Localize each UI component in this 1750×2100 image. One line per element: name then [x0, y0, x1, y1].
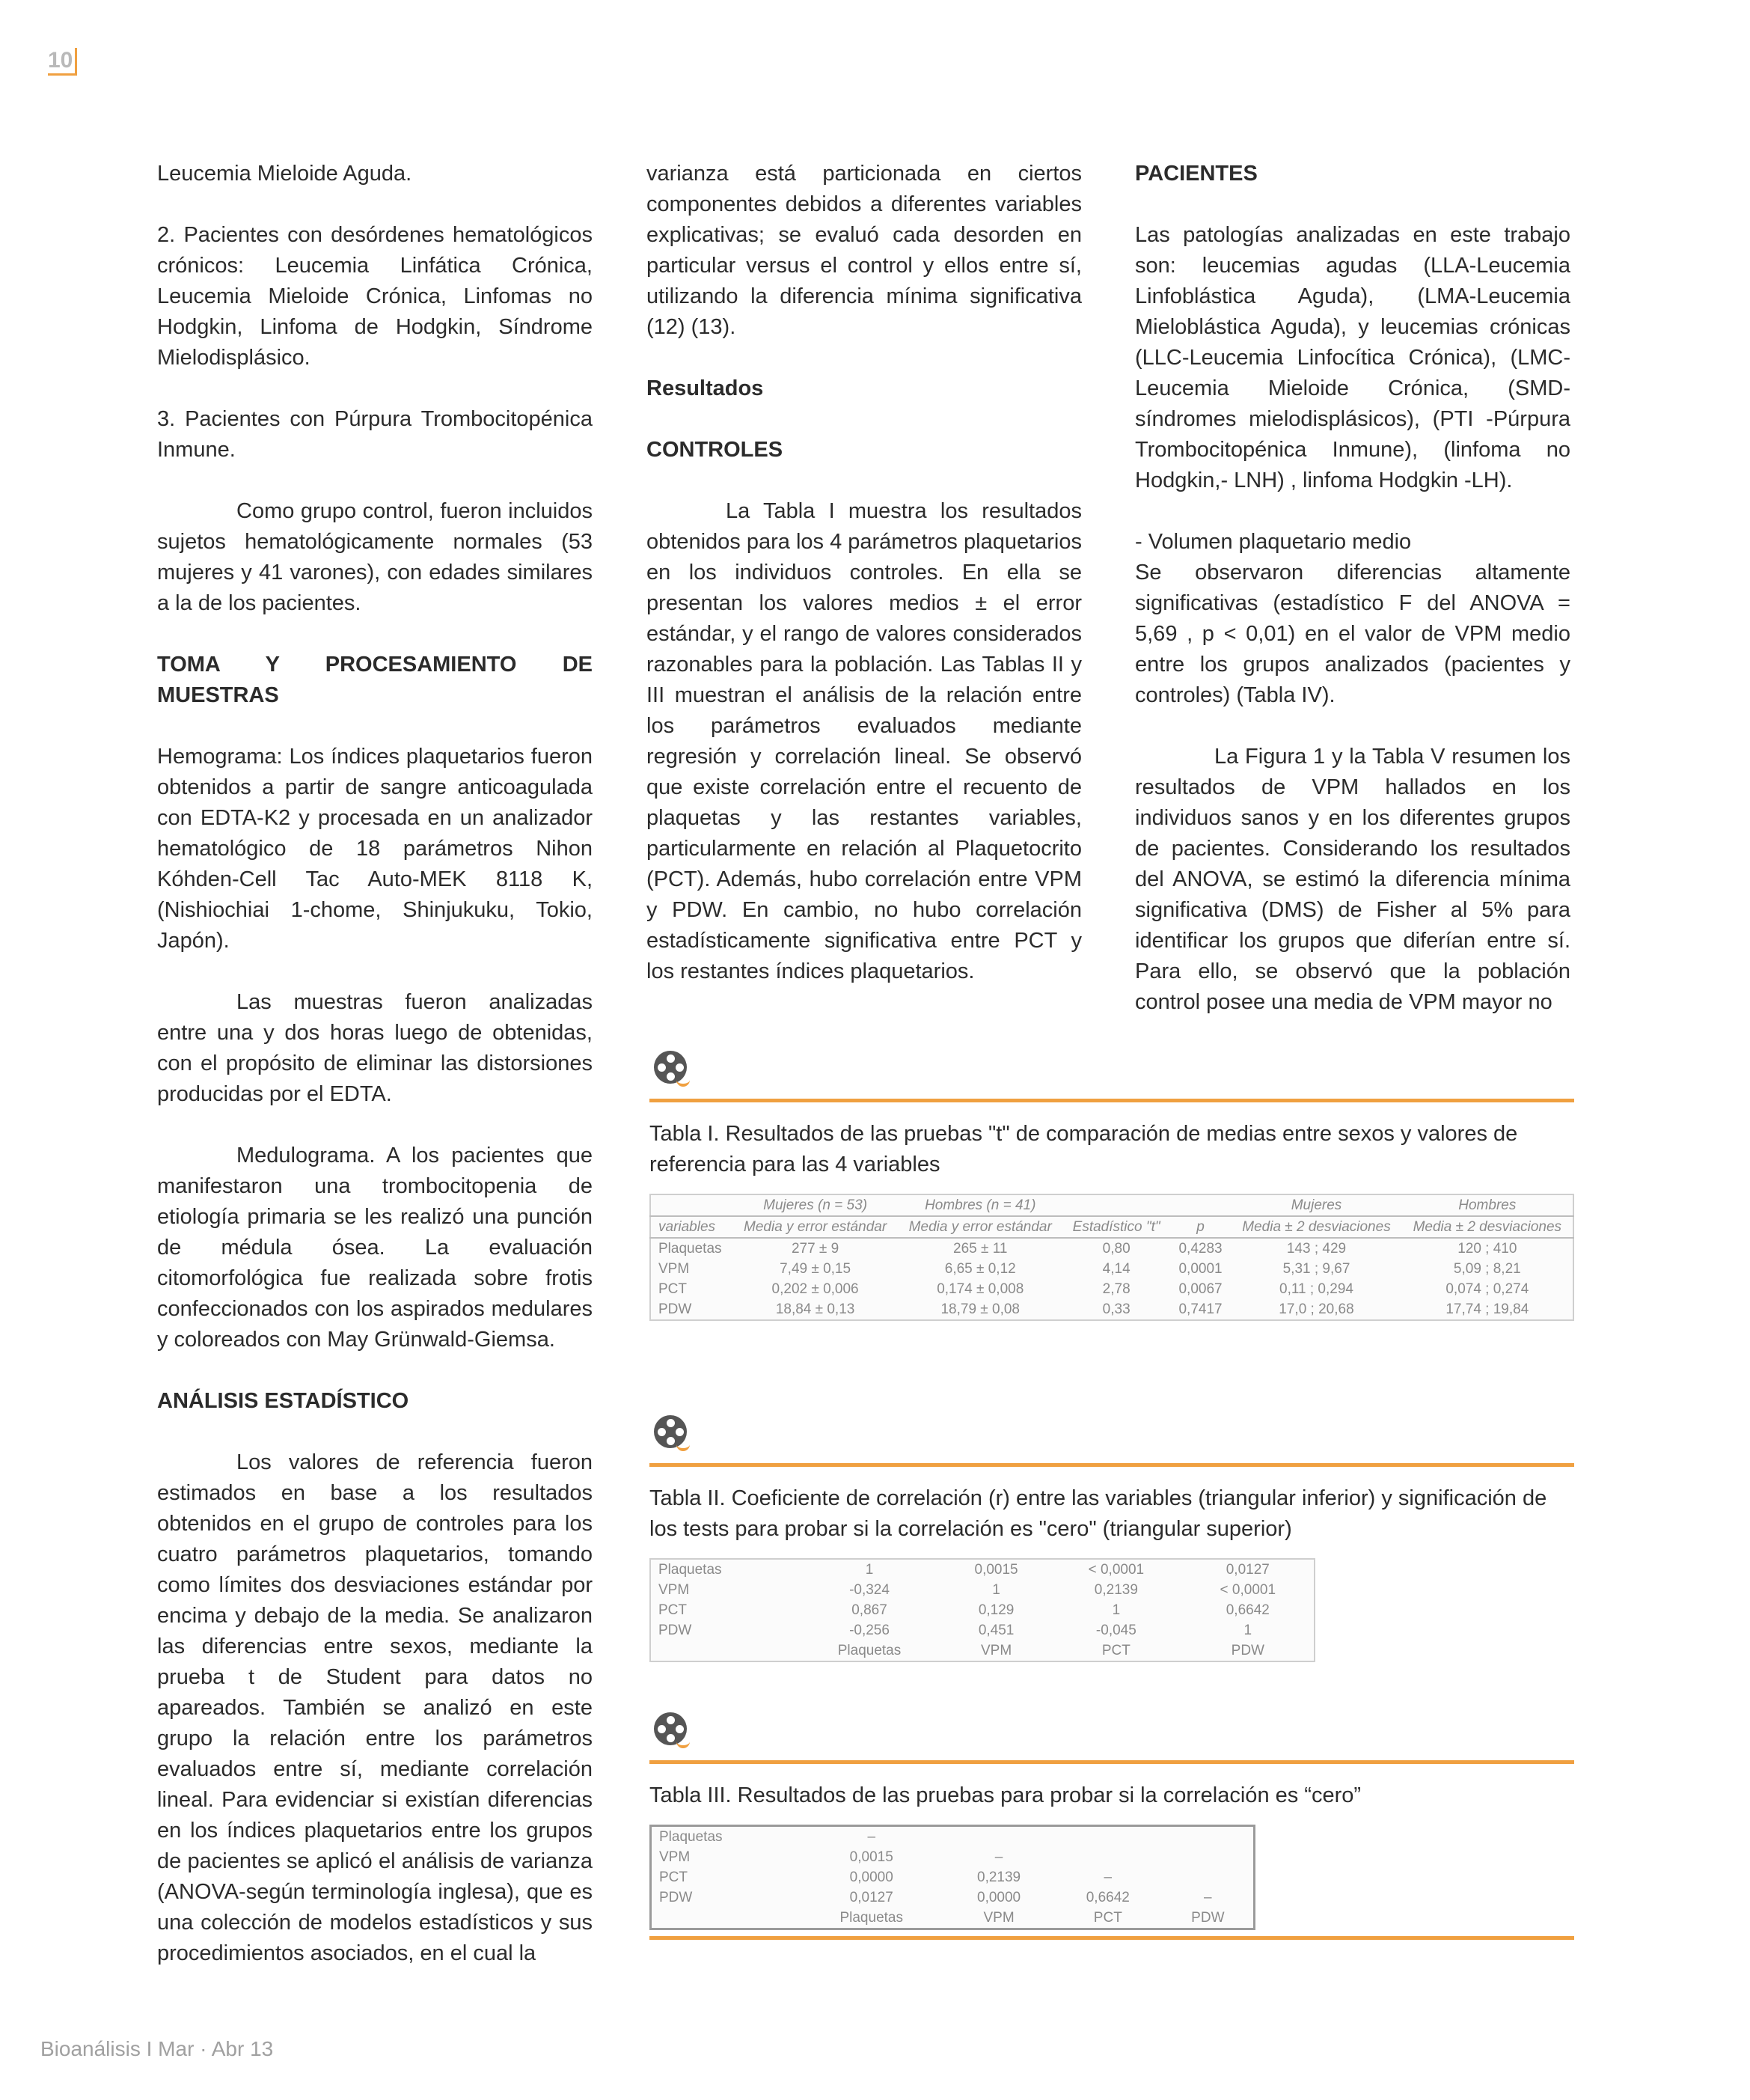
table-2-caption: Tabla II. Coeficiente de correlación (r) entre las variables (triangular inferior) y significación de los tests para probar si la correlación es "cero" (triangular superior): [649, 1486, 1547, 1541]
table-cell: 5,31 ; 9,67: [1282, 1261, 1350, 1277]
table-cell: 0,0000: [849, 1869, 893, 1885]
table-2-block: [649, 1411, 1574, 1662]
paragraph: La Tabla I muestra los resultados obtenidos para los 4 parámetros plaquetarios en los individuos controles. En ella se presentan los valores medios ± el error estándar, y el rango de valores considerados razonables para la población. Las Tablas II y III muestran el análisis de la relación entre los parámetros evaluados mediante regresión y correlación lineal. Se observó que existe correlación entre el recuento de plaquetas y las restantes variables, particularmente en relación al Plaquetocrito (PCT). Además, hubo correlación entre VPM y PDW. En cambio, no hubo correlación estadísticamente significativa entre PCT y los restantes índices plaquetarios.: [646, 499, 1082, 983]
paragraph: Las patologías analizadas en este trabajo son: leucemias agudas (LLA-Leucemia Linfoblástica Aguda), (LMA-Leucemia Mieloblástica Aguda), y leucemias crónicas (LLC-Leucemia Linfocítica Crónica), (LMC-Leucemia Mieloide Crónica, (SMD-síndromes mielodisplásicos), (PTI -Púrpura Trombocitopénica Inmune), (linfoma no Hodgkin,- LNH) , linfoma Hodgkin -LH).: [1135, 223, 1570, 492]
table-cell: PDW: [659, 1890, 693, 1905]
table-cell: 0,129: [978, 1602, 1015, 1618]
table-cell: VPM: [659, 1849, 691, 1865]
column-footer: PDW: [1231, 1643, 1264, 1658]
table-cell: < 0,0001: [1220, 1582, 1276, 1598]
column-header: Media ± 2 desviaciones: [1231, 1216, 1401, 1238]
table-cell: 0,0000: [977, 1890, 1021, 1905]
table-cell: 1: [1243, 1623, 1252, 1638]
table-row: [650, 1559, 1315, 1580]
table-3-caption: Tabla III. Resultados de las pruebas para probar si la correlación es “cero”: [649, 1783, 1362, 1807]
table-cell: -0,324: [849, 1582, 890, 1598]
column-footer: Plaquetas: [839, 1910, 903, 1926]
table-cell: [944, 1826, 1053, 1848]
paragraph: Medulograma. A los pacientes que manifestaron una trombocitopenia de etiología primaria se les realizó una punción de médula ósea. La evaluación citomorfológica fue realizada sobre frotis confeccionados con los aspirados medulares y coloreados con May Grünwald-Giemsa.: [157, 1144, 593, 1352]
table-cell: 143 ; 429: [1286, 1241, 1347, 1257]
table-cell: 1: [1112, 1602, 1121, 1618]
column-footer: [650, 1640, 797, 1661]
paragraph: La Figura 1 y la Tabla V resumen los resultados de VPM hallados en los individuos sanos y en los diferentes grupos de pacientes. Considerando los resultados del ANOVA, se estimó la diferencia mínima significativa (DMS) de Fisher al 5% para identificar los grupos que diferían entre sí. Para ello, se observó que la población control posee una media de VPM mayor no: [1135, 745, 1570, 1014]
column-footer: PCT: [1093, 1910, 1122, 1926]
table-cell: 1: [865, 1562, 874, 1578]
film-reel-icon: [649, 1046, 694, 1091]
group-header: Mujeres (n = 53): [732, 1194, 898, 1216]
table-cell: 0,0067: [1178, 1281, 1223, 1297]
table-cell: 17,0 ; 20,68: [1279, 1301, 1354, 1317]
column-header: variables: [650, 1216, 732, 1238]
orange-divider: [649, 1760, 1574, 1764]
table-cell: 6,65 ± 0,12: [944, 1261, 1016, 1277]
table-cell: 0,6642: [1226, 1602, 1270, 1618]
section-heading: TOMA Y PROCESAMIENTO DE MUESTRAS: [157, 653, 593, 707]
table-cell: 7,49 ± 0,15: [780, 1261, 851, 1277]
column-header: Media ± 2 desviaciones: [1402, 1216, 1573, 1238]
table-cell: 0,0015: [849, 1849, 893, 1865]
column-footer-row: [650, 1640, 1315, 1661]
table-cell: 0,0015: [974, 1562, 1018, 1578]
table-cell: 0,7417: [1178, 1301, 1223, 1317]
table-cell: -0,045: [1095, 1623, 1136, 1638]
column-footer-row: [651, 1908, 1255, 1929]
paragraph: Leucemia Mieloide Aguda.: [157, 162, 412, 186]
table-row: [651, 1826, 1255, 1848]
table-cell: 265 ± 11: [953, 1241, 1008, 1257]
column-footer: VPM: [983, 1910, 1015, 1926]
table-cell: –: [1104, 1869, 1113, 1885]
text-column-1: [157, 159, 593, 2000]
orange-divider: [649, 1099, 1574, 1102]
orange-divider: [649, 1463, 1574, 1467]
table-cell: Plaquetas: [658, 1562, 722, 1578]
table-cell: PDW: [658, 1623, 692, 1638]
table-row: [650, 1580, 1315, 1600]
paragraph: Hemograma: Los índices plaquetarios fueron obtenidos a partir de sangre anticoagulada con EDTA-K2 y procesada en un analizador hematológico de 18 parámetros Nihon Kóhden-Cell Tac Auto-MEK 8118 K, (Nishiochiai 1-chome, Shinjukuku, Tokio, Japón).: [157, 745, 593, 953]
section-heading: ANÁLISIS ESTADÍSTICO: [157, 1389, 409, 1413]
table-cell: 120 ; 410: [1457, 1241, 1517, 1257]
table-cell: PDW: [658, 1301, 692, 1317]
table-cell: 0,4283: [1178, 1241, 1223, 1257]
column-footer: [651, 1908, 799, 1929]
table-cell: 0,2139: [977, 1869, 1021, 1885]
section-heading: PACIENTES: [1135, 162, 1258, 186]
table-cell: [1163, 1826, 1255, 1848]
column-header: p: [1170, 1216, 1232, 1238]
text-column-2: [646, 159, 1082, 1018]
table-cell: -0,256: [849, 1623, 890, 1638]
text-column-3: [1135, 159, 1570, 1049]
column-header: Media y error estándar: [732, 1216, 898, 1238]
film-reel-icon: [649, 1708, 694, 1753]
table-cell: 0,11 ; 0,294: [1279, 1281, 1353, 1297]
table-cell: VPM: [658, 1261, 690, 1277]
column-footer: PCT: [1101, 1643, 1131, 1658]
table-cell: 0,867: [851, 1602, 887, 1618]
table-cell: –: [994, 1849, 1003, 1865]
table-row: [651, 1887, 1255, 1908]
table-1-caption: Tabla I. Resultados de las pruebas "t" de comparación de medias entre sexos y valores de referencia para las 4 variables: [649, 1122, 1518, 1176]
table-cell: [1053, 1826, 1163, 1848]
group-header: Hombres: [1402, 1194, 1573, 1216]
table-cell: 18,84 ± 0,13: [775, 1301, 855, 1317]
table-row: [650, 1238, 1573, 1259]
table-cell: PCT: [658, 1281, 687, 1297]
table-cell: 0,2139: [1094, 1582, 1138, 1598]
table-1-block: [649, 1046, 1574, 1321]
table-cell: [1163, 1847, 1255, 1867]
table-cell: 277 ± 9: [791, 1241, 839, 1257]
table-cell: 18,79 ± 0,08: [940, 1301, 1020, 1317]
table-cell: [1163, 1867, 1255, 1887]
table-cell: 0,0001: [1178, 1261, 1223, 1277]
table-cell: 5,09 ; 8,21: [1453, 1261, 1521, 1277]
paragraph: Las muestras fueron analizadas entre una y dos horas luego de obtenidas, con el propósito de eliminar las distorsiones producidas por el EDTA.: [157, 990, 593, 1106]
table-cell: 0,174 ± 0,008: [937, 1281, 1024, 1297]
table-cell: 0,33: [1102, 1301, 1131, 1317]
section-heading: CONTROLES: [646, 438, 783, 462]
table-cell: 0,80: [1102, 1241, 1131, 1257]
page-footer: Bioanálisis I Mar · Abr 13: [40, 2037, 274, 2060]
table-cell: 0,202 ± 0,006: [771, 1281, 859, 1297]
table-cell: 4,14: [1102, 1261, 1131, 1277]
table-cell: 0,6642: [1086, 1890, 1130, 1905]
table-cell: 1: [992, 1582, 1000, 1598]
paragraph: 2. Pacientes con desórdenes hematológicos crónicos: Leucemia Linfática Crónica, Leucemia Mieloide Crónica, Linfomas no Hodgkin, Linfoma de Hodgkin, Síndrome Mielodisplásico.: [157, 223, 593, 370]
paragraph: 3. Pacientes con Púrpura Trombocitopénica Inmune.: [157, 407, 593, 462]
table-row: [651, 1847, 1255, 1867]
table-3-block: [649, 1708, 1574, 1940]
section-heading: Resultados: [646, 376, 764, 400]
table-cell: –: [1204, 1890, 1212, 1905]
table-row: [650, 1620, 1315, 1640]
table-cell: Plaquetas: [659, 1829, 723, 1845]
orange-divider: [649, 1936, 1574, 1940]
film-reel-icon: [649, 1411, 694, 1456]
table-cell: –: [867, 1829, 876, 1845]
table-cell: 0,0127: [849, 1890, 893, 1905]
table-cell: 0,0127: [1226, 1562, 1270, 1578]
page-number: 10: [48, 48, 77, 76]
table-row: [651, 1867, 1255, 1887]
table-cell: Plaquetas: [658, 1241, 722, 1257]
column-footer: Plaquetas: [837, 1643, 902, 1658]
table-row: [650, 1279, 1573, 1299]
table-3: [649, 1825, 1255, 1930]
column-header: Media y error estándar: [898, 1216, 1063, 1238]
column-footer: PDW: [1191, 1910, 1225, 1926]
table-cell: 17,74 ; 19,84: [1445, 1301, 1529, 1317]
table-cell: < 0,0001: [1088, 1562, 1145, 1578]
table-row: [650, 1600, 1315, 1620]
paragraph: Los valores de referencia fueron estimados en base a los resultados obtenidos en el grupo de controles para los cuatro parámetros plaquetarios, tomando como límites dos desviaciones estándar por encima y debajo de la media. Se analizaron las diferencias entre sexos, mediante la prueba t de Student para datos no apareados. También se analizó en este grupo la relación entre los parámetros evaluados entre sí, mediante correlación lineal. Para evidenciar si existían diferencias en los índices plaquetarios entre los grupos de pacientes se aplicó el análisis de varianza (ANOVA-según terminología inglesa), que es una colección de modelos estadísticos y sus procedimientos asociados, en el cual la: [157, 1450, 593, 1965]
table-cell: 0,074 ; 0,274: [1445, 1281, 1529, 1297]
paragraph: - Volumen plaquetario medio Se observaron diferencias altamente significativas (estadístico F del ANOVA = 5,69 , p < 0,01) en el valor de VPM medio entre los grupos analizados (pacientes y controles) (Tabla IV).: [1135, 530, 1570, 707]
column-footer: VPM: [980, 1643, 1012, 1658]
table-cell: 0,451: [978, 1623, 1015, 1638]
table-2: [649, 1558, 1315, 1662]
table-cell: PCT: [658, 1602, 687, 1618]
group-header: Hombres (n = 41): [898, 1194, 1063, 1216]
table-cell: VPM: [658, 1582, 690, 1598]
paragraph: varianza está particionada en ciertos componentes debidos a diferentes variables explicativas; se evaluó cada desorden en particular versus el control y ellos entre sí, utilizando la diferencia mínima significativa (12) (13).: [646, 162, 1082, 339]
table-cell: 2,78: [1102, 1281, 1131, 1297]
paragraph: Como grupo control, fueron incluidos sujetos hematológicamente normales (53 mujeres y 41 varones), con edades similares a la de los pacientes.: [157, 499, 593, 615]
table-cell: PCT: [659, 1869, 688, 1885]
column-header: Estadístico "t": [1063, 1216, 1170, 1238]
group-header: Mujeres: [1231, 1194, 1401, 1216]
table-row: [650, 1259, 1573, 1279]
table-row: [650, 1299, 1573, 1320]
table-cell: [1053, 1847, 1163, 1867]
table-1: [649, 1194, 1574, 1321]
